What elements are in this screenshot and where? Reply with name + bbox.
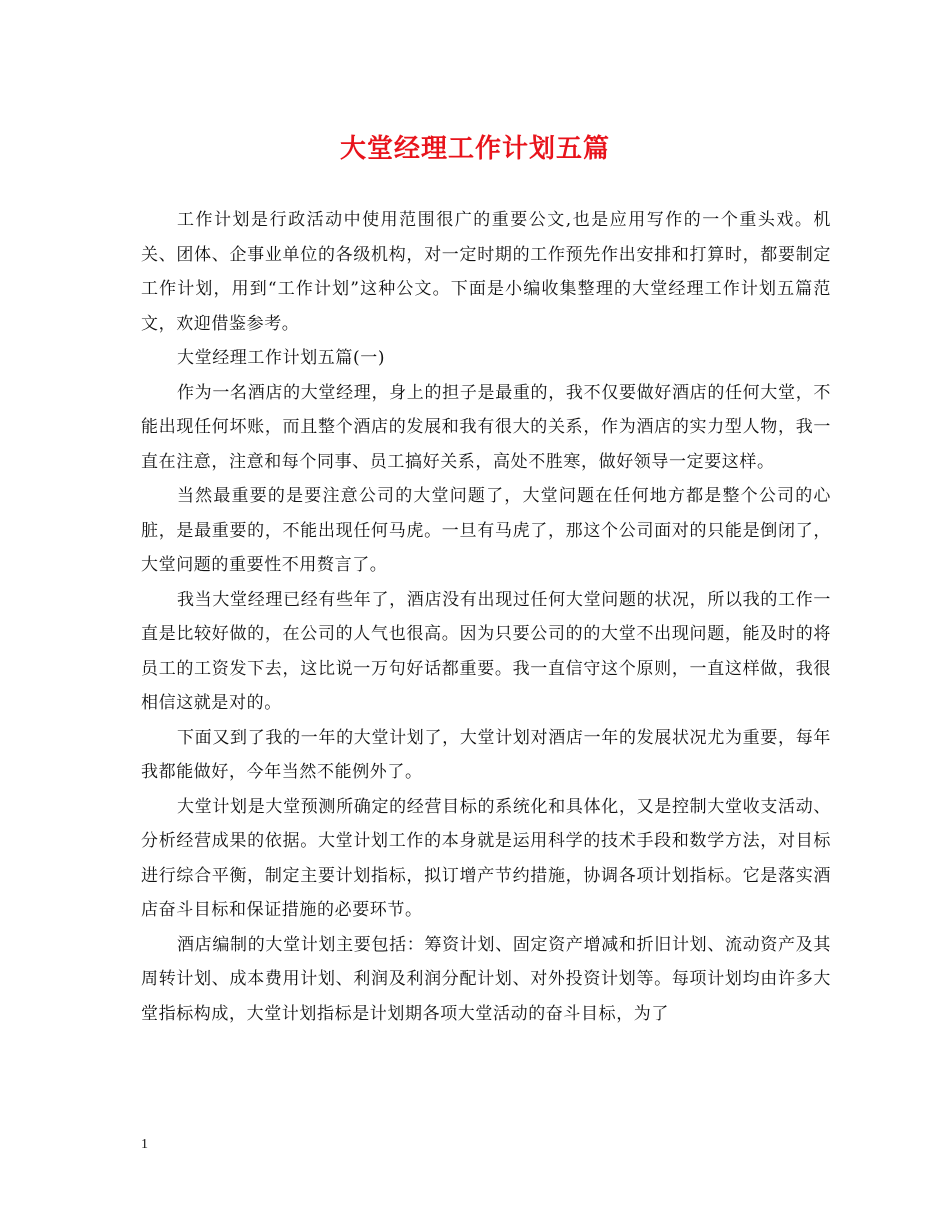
- intro-paragraph: 工作计划是行政活动中使用范围很广的重要公文,也是应用写作的一个重头戏。机关、团体、企事业单位的各级机构，对一定时期的工作预先作出安排和打算时，都要制定工作计划，用到“工作计划”这种公文。下面是小编收集整理的大堂经理工作计划五篇范文，欢迎借鉴参考。: [141, 210, 831, 334]
- body-paragraph: 当然最重要的是要注意公司的大堂问题了，大堂问题在任何地方都是整个公司的心脏，是最重要的，不能出现任何马虎。一旦有马虎了，那这个公司面对的只能是倒闭了，大堂问题的重要性不用赘言了。: [141, 486, 831, 575]
- page-number: 1: [141, 1137, 148, 1152]
- body-paragraph: 我当大堂经理已经有些年了，酒店没有出现过任何大堂问题的状况，所以我的工作一直是比较好做的，在公司的人气也很高。因为只要公司的的大堂不出现问题，能及时的将员工的工资发下去，这比说一万句好话都重要。我一直信守这个原则，一直这样做，我很相信这就是对的。: [141, 589, 831, 713]
- section-heading: 大堂经理工作计划五篇(一): [177, 348, 386, 368]
- document-title: 大堂经理工作计划五篇: [339, 134, 610, 164]
- body-paragraph: 下面又到了我的一年的大堂计划了，大堂计划对酒店一年的发展状况尤为重要，每年我都能做好，今年当然不能例外了。: [141, 727, 831, 782]
- body-paragraph: 酒店编制的大堂计划主要包括：筹资计划、固定资产增减和折旧计划、流动资产及其周转计划、成本费用计划、利润及利润分配计划、对外投资计划等。每项计划均由许多大堂指标构成，大堂计划指标是计划期各项大堂活动的奋斗目标，为了: [141, 934, 831, 1024]
- document-body: [141, 203, 831, 1031]
- body-paragraph: 大堂计划是大堂预测所确定的经营目标的系统化和具体化，又是控制大堂收支活动、分析经营成果的依据。大堂计划工作的本身就是运用科学的技术手段和数学方法，对目标进行综合平衡，制定主要计划指标，拟订增产节约措施，协调各项计划指标。它是落实酒店奋斗目标和保证措施的必要环节。: [141, 796, 831, 920]
- body-paragraph: 作为一名酒店的大堂经理，身上的担子是最重的，我不仅要做好酒店的任何大堂，不能出现任何坏账，而且整个酒店的发展和我有很大的关系，作为酒店的实力型人物，我一直在注意，注意和每个同事、员工搞好关系，高处不胜寒，做好领导一定要这样。: [141, 382, 831, 472]
